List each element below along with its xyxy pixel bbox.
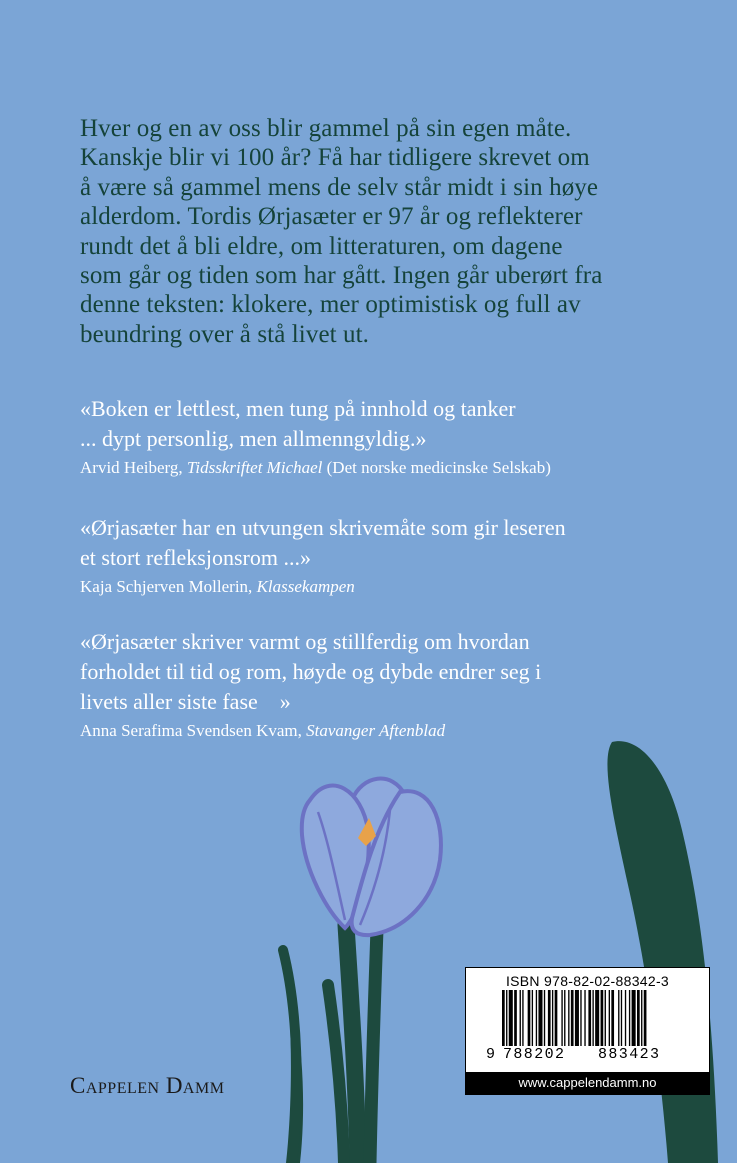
publisher-logo: Cappelen Damm: [70, 1073, 225, 1098]
barcode-bar: [548, 990, 551, 1046]
barcode-bar: [555, 990, 558, 1046]
barcode-bar: [552, 990, 553, 1046]
quote-line: forholdet til tid og rom, høyde og dybde endrer seg i: [80, 659, 542, 684]
barcode-bar: [637, 990, 640, 1046]
middle-leaf-right: [370, 900, 378, 1163]
blurb-line: alderdom. Tordis Ørjasæter er 97 år og reflekterer: [80, 203, 583, 231]
quote-source: Tidsskriftet Michael: [186, 458, 323, 477]
quote-line: et stort refleksjonsrom ...»: [80, 545, 311, 570]
barcode-bar: [605, 990, 606, 1046]
barcode-bar: [621, 990, 622, 1046]
barcode-bar: [538, 990, 542, 1046]
barcode-bar: [544, 990, 545, 1046]
barcode-bar: [528, 990, 531, 1046]
quote-author: Arvid Heiberg,: [80, 458, 187, 477]
barcode-bar: [592, 990, 593, 1046]
ean-left-group: 788202: [503, 1046, 566, 1063]
quote-line: «Ørjasæter har en utvungen skrivemåte som gir leseren: [80, 515, 566, 540]
quote-author: Anna Serafima Svendsen Kvam,: [80, 721, 307, 740]
barcode-bar: [618, 990, 619, 1046]
blurb-line: som går og tiden som har gått. Ingen går uberørt fra: [80, 262, 603, 290]
barcode-block: [465, 967, 710, 1095]
ean-digits: [486, 1046, 696, 1066]
right-leaf: [607, 741, 718, 1163]
barcode-icon: [502, 990, 692, 1046]
quote-source: Klassekampen: [256, 577, 355, 596]
barcode-bar: [584, 990, 585, 1046]
barcode-bar: [609, 990, 610, 1046]
barcode-bar: [536, 990, 537, 1046]
barcode-bar: [520, 990, 521, 1046]
barcode-bar: [629, 990, 630, 1046]
blurb-line: rundt det å bli eldre, om litteraturen, om dagene: [80, 232, 563, 260]
barcode-bar: [588, 990, 591, 1046]
barcode-bar: [509, 990, 513, 1046]
blurb-line: denne teksten: klokere, mer optimistisk og full av: [80, 291, 581, 319]
quote-line: «Ørjasæter skriver varmt og stillferdig om hvordan: [80, 629, 530, 654]
blurb-line: Kanskje blir vi 100 år? Få har tidligere skrevet om: [80, 144, 590, 172]
barcode-bar: [514, 990, 517, 1046]
barcode-bar: [561, 990, 562, 1046]
quote-source-extra: (Det norske medicinske Selskab): [322, 458, 551, 477]
quote-line: livets aller siste fase »: [80, 689, 291, 714]
isbn-label: ISBN 978-82-02-88342-3: [505, 973, 670, 989]
barcode-bar: [522, 990, 523, 1046]
barcode-bar: [532, 990, 533, 1046]
barcode-bar: [575, 990, 579, 1046]
barcode-bar: [506, 990, 507, 1046]
publisher-url: www.cappelendamm.no: [466, 1072, 709, 1094]
barcode-bar: [568, 990, 569, 1046]
blurb-line: å være så gammel mens de selv står midt i sin høye: [80, 173, 599, 201]
quote-line: «Boken er lettlest, men tung på innhold og tanker: [80, 396, 516, 421]
ean-first-digit: 9: [486, 1046, 496, 1063]
barcode-bar: [601, 990, 604, 1046]
barcode-bar: [644, 990, 647, 1046]
barcode-bar: [571, 990, 574, 1046]
barcode-bar: [502, 990, 505, 1046]
barcode-bar: [632, 990, 636, 1046]
ean-right-group: 883423: [598, 1046, 661, 1063]
blurb-line: Hver og en av oss blir gammel på sin egen måte.: [80, 115, 572, 142]
barcode-bar: [625, 990, 626, 1046]
barcode-bar: [611, 990, 614, 1046]
barcode-bar: [564, 990, 565, 1046]
blurb-line: beundring over å stå livet ut.: [80, 320, 370, 348]
barcode-bar: [641, 990, 642, 1046]
quote-line: ... dypt personlig, men allmenngyldig.»: [80, 426, 427, 451]
quote-author: Kaja Schjerven Mollerin,: [80, 577, 257, 596]
middle-leaf-left: [328, 985, 344, 1163]
barcode-bar: [580, 990, 581, 1046]
barcode-bar: [595, 990, 599, 1046]
quote-source: Stavanger Aftenblad: [306, 721, 446, 740]
